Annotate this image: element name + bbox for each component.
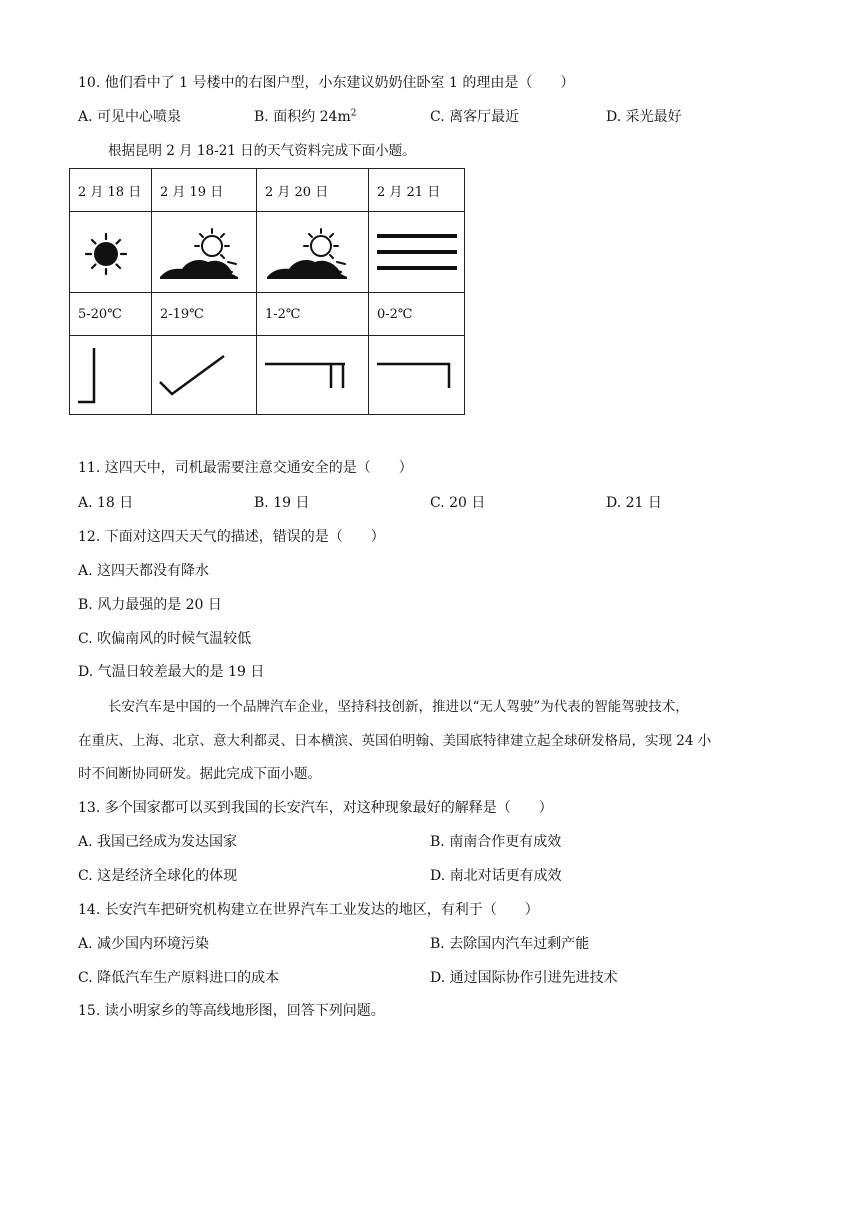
wind-cell (70, 336, 152, 415)
weather-intro: 根据昆明 2 月 18-21 日的天气资料完成下面小题。 (108, 143, 416, 159)
partly-cloudy-icon (257, 212, 368, 292)
wind-symbol-west-icon (369, 336, 464, 414)
q12-option-c[interactable]: C. 吹偏南风的时候气温较低 (78, 631, 252, 647)
q10-option-d[interactable]: D. 采光最好 (606, 109, 682, 125)
q13-stem: 13. 多个国家都可以买到我国的长安汽车，对这种现象最好的解释是（ ） (78, 800, 553, 816)
weather-icon-cell (257, 212, 369, 293)
wind-symbol-west-strong-icon (257, 336, 368, 414)
q14-option-a[interactable]: A. 减少国内环境污染 (78, 936, 210, 952)
q13-option-b[interactable]: B. 南南合作更有成效 (430, 834, 562, 850)
date-label: 2 月 20 日 (265, 184, 329, 200)
q11-option-b[interactable]: B. 19 日 (254, 495, 310, 511)
q12-stem: 12. 下面对这四天天气的描述，错误的是（ ） (78, 529, 385, 545)
q11-option-d[interactable]: D. 21 日 (606, 495, 662, 511)
changan-intro-line-3: 时不间断协同研发。据此完成下面小题。 (78, 766, 321, 782)
temp-label: 1-2℃ (265, 306, 301, 322)
date-cell (369, 169, 465, 212)
temp-cell (369, 293, 465, 336)
date-label: 2 月 19 日 (160, 184, 224, 200)
q14-option-b[interactable]: B. 去除国内汽车过剩产能 (430, 936, 590, 952)
temp-cell (70, 293, 152, 336)
q14-option-d[interactable]: D. 通过国际协作引进先进技术 (430, 970, 618, 986)
q15-stem: 15. 读小明家乡的等高线地形图，回答下列问题。 (78, 1003, 385, 1019)
sunny-icon (70, 212, 151, 292)
temp-cell (152, 293, 257, 336)
q10-option-b-superscript: 2 (350, 108, 357, 119)
weather-table-icon-row (70, 212, 465, 293)
q11-stem: 11. 这四天中，司机最需要注意交通安全的是（ ） (78, 460, 413, 476)
q13-option-a[interactable]: A. 我国已经成为发达国家 (78, 834, 238, 850)
wind-symbol-north-icon (70, 336, 151, 414)
changan-intro-line-2: 在重庆、上海、北京、意大利都灵、日本横滨、英国伯明翰、美国底特律建立起全球研发格局，实现 24 小 (78, 733, 712, 749)
weather-table (69, 168, 465, 415)
q10-option-b[interactable] (254, 107, 356, 127)
temp-label: 5-20℃ (78, 306, 122, 322)
q13-option-d[interactable]: D. 南北对话更有成效 (430, 868, 562, 884)
q12-option-d[interactable]: D. 气温日较差最大的是 19 日 (78, 664, 265, 680)
q11-option-a[interactable]: A. 18 日 (78, 495, 134, 511)
temp-cell (257, 293, 369, 336)
q10-option-b-text: B. 面积约 24m (254, 109, 351, 125)
weather-table-date-row (70, 169, 465, 212)
q14-stem: 14. 长安汽车把研究机构建立在世界汽车工业发达的地区，有利于（ ） (78, 902, 539, 918)
q14-option-c[interactable]: C. 降低汽车生产原料进口的成本 (78, 970, 280, 986)
date-cell (257, 169, 369, 212)
weather-table-temp-row (70, 293, 465, 336)
q13-option-c[interactable]: C. 这是经济全球化的体现 (78, 868, 238, 884)
weather-icon-cell (70, 212, 152, 293)
temp-label: 2-19℃ (160, 306, 204, 322)
fog-icon (369, 212, 464, 292)
weather-icon-cell (152, 212, 257, 293)
date-cell (152, 169, 257, 212)
weather-table-wind-row (70, 336, 465, 415)
changan-intro-line-1: 长安汽车是中国的一个品牌汽车企业，坚持科技创新，推进以“无人驾驶”为代表的智能驾驶技术， (108, 699, 689, 715)
q10-option-a[interactable]: A. 可见中心喷泉 (78, 109, 182, 125)
wind-cell (152, 336, 257, 415)
q12-option-b[interactable]: B. 风力最强的是 20 日 (78, 597, 222, 613)
q11-option-c[interactable]: C. 20 日 (430, 495, 486, 511)
date-label: 2 月 18 日 (78, 184, 142, 200)
partly-cloudy-icon (152, 212, 256, 292)
weather-icon-cell (369, 212, 465, 293)
q10-option-c[interactable]: C. 离客厅最近 (430, 109, 520, 125)
q10-stem: 10. 他们看中了 1 号楼中的右图户型，小东建议奶奶住卧室 1 的理由是（ ） (78, 75, 575, 91)
temp-label: 0-2℃ (377, 306, 413, 322)
wind-symbol-southwest-icon (152, 336, 256, 414)
wind-cell (369, 336, 465, 415)
wind-cell (257, 336, 369, 415)
q12-option-a[interactable]: A. 这四天都没有降水 (78, 563, 210, 579)
date-label: 2 月 21 日 (377, 184, 441, 200)
date-cell (70, 169, 152, 212)
